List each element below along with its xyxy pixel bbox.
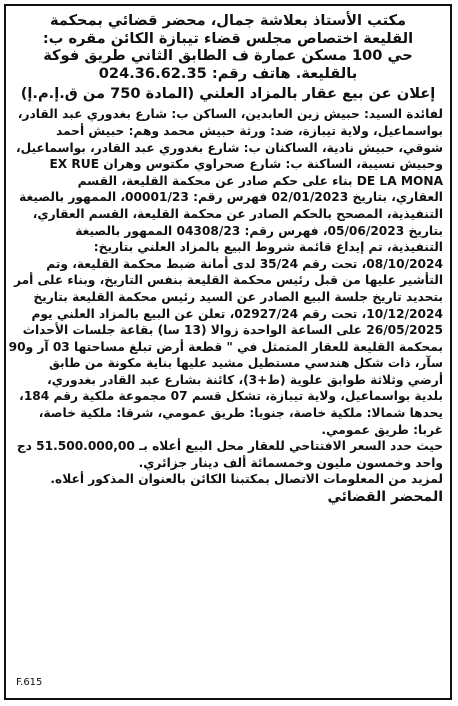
header-line: مكتب الأستاذ بعلاشة جمال، محضر قضائي بمحكمة: [49, 12, 407, 29]
body-line: لفائدة السيد: حبيش زين العابدين، الساكن ب: شارع بغدوري عبد القادر،: [17, 107, 443, 122]
header-line: القليعة اختصاص مجلس قضاء تيبازة الكائن مقره ب:: [42, 29, 414, 47]
body-line: شوقي، حبيش نادية، الساكنان ب: شارع بغدوري عبد القادر، بواسماعيل،: [15, 140, 443, 155]
body-line: 10/12/2024، تحت رقم 02927/24، تعلن عن البيع بالمزاد العلني يوم: [31, 306, 443, 321]
body-line: التنفيذية، تم إيداع قائمة شروط البيع بالمزاد العلني بتاريخ:: [93, 240, 443, 255]
signature-row: [13, 488, 443, 506]
header-line: حي 100 مسكن عمارة ف الطابق الثاني طريق فوكة: [43, 47, 413, 65]
body-line: 08/10/2024، تحت رقم 35/24 لدى أمانة ضبط محكمة القليعة، وتم: [46, 256, 443, 271]
body-line: التنفيذية، المصحح بالحكم الصادر عن محكمة القليعة، القسم العقاري،: [32, 206, 443, 221]
body-line-contact: لمزيد من المعلومات الاتصال بمكتبنا الكائن بالعنوان المذكور أعلاه.: [50, 472, 443, 487]
body-line: وحبيش نسيبة، الساكنة ب: شارع صحراوي مكتوس وهران EX RUE: [49, 157, 443, 172]
body-line: بمحكمة القليعة للعقار المتمثل في " قطعة أرض تبلغ مساحتها 03 آر و90: [8, 339, 443, 354]
body-line: بلدية بواسماعيل، ولاية تيبازة، تشكل قسم 07 مجموعة ملكية رقم 184،: [19, 389, 443, 404]
body-line: غربا: طريق عمومي.: [321, 422, 443, 437]
bailiff-office-header: [13, 12, 443, 82]
header-line-phone: بالقليعة. هاتف رقم: 024.36.62.35: [98, 64, 358, 82]
body-line-price: حيث حدد السعر الافتتاحي للعقار محل البيع أعلاه بـ 51.500.000,00 دج: [16, 439, 443, 454]
notice-title: إعلان عن بيع عقار بالمزاد العلني (المادة 750 من ق.إ.م.إ): [20, 85, 436, 103]
body-line: أرضي وثلاثة طوابق علوية (ط+3)، كائنة بشارع عبد القادر بغدوري،: [47, 372, 443, 387]
body-line: DE LA MONA بناء على حكم صادر عن محكمة القليعة، القسم: [77, 173, 443, 188]
body-line: التأشير عليها من قبل رئيس محكمة القليعة بنفس التاريخ، وبناء على أمر: [13, 273, 443, 288]
body-line: يحدها شمالا: ملكية خاصة، جنوبا: طريق عمومي، شرقا: ملكية خاصة،: [38, 406, 443, 421]
body-line: بتاريخ 05/06/2023، فهرس رقم: 04308/23 الممهور بالصيغة: [75, 223, 443, 238]
legal-notice: [4, 4, 452, 700]
signature: المحضر القضائي: [327, 489, 443, 506]
body-line-price-words: واحد وخمسون مليون وخمسمائة ألف دينار جزائري.: [138, 455, 443, 470]
body-line: بتحديد تاريخ جلسة البيع الصادر عن السيد رئيس محكمة القليعة بتاريخ: [33, 289, 443, 304]
body-line: بواسماعيل، ولاية تيبازة، ضد: ورثة حبيش محمد وهم: حبيش أحمد: [55, 123, 443, 138]
body-line: العقاري، بتاريخ 02/01/2023 فهرس رقم: 00001/23، الممهور بالصيغة: [19, 190, 443, 205]
body-line: سآر، ذات شكل هندسي مستطيل مشيد عليها بناية مكونة من طابق: [48, 356, 443, 371]
reference-code: F.615: [16, 677, 43, 688]
body-line: 26/05/2025 على الساعة الواحدة زوالا (13 سا) بقاعة جلسات الأحداث: [22, 323, 443, 338]
notice-body: [8, 106, 443, 488]
